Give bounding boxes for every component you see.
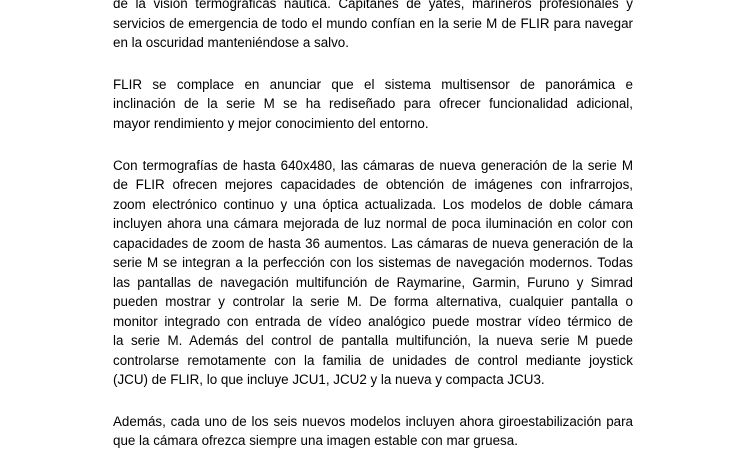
paragraph-intro xyxy=(113,0,633,53)
text-line: serie M se integran a la perfección con los sistemas de navegación modernos. Todas xyxy=(113,255,633,271)
text-line: controlarse remotamente con la familia de unidades de control mediante joystick xyxy=(113,352,633,368)
text-line: monitor integrado con entrada de vídeo analógico puede mostrar vídeo térmico de xyxy=(113,313,633,329)
text-line: Con termografías de hasta 640x480, las cámaras de nueva generación de la serie M xyxy=(113,157,633,173)
text-line: (JCU) de FLIR, lo que incluye JCU1, JCU2 y la nueva y compacta JCU3. xyxy=(113,372,545,388)
text-line: incluyen ahora una cámara mejorada de luz normal de poca iluminación en color con xyxy=(113,216,633,232)
text-line: mayor rendimiento y mejor conocimiento del entorno. xyxy=(113,115,429,131)
paragraph-announcement xyxy=(113,75,633,134)
text-line: pueden mostrar y controlar la serie M. De forma alternativa, cualquier pantalla o xyxy=(113,294,633,310)
text-line: en la oscuridad manteniéndose a salvo. xyxy=(113,35,349,50)
text-line: de la visión termográficas náutica. Capitanes de yates, marineros profesionales y xyxy=(113,0,633,11)
text-line: capacidades de zoom de hasta 36 aumentos. Las cámaras de nueva generación de la xyxy=(113,235,633,251)
text-line: que la cámara ofrezca siempre una imagen estable con mar gruesa. xyxy=(113,433,518,449)
text-line: inclinación de la serie M se ha rediseñado para ofrecer funcionalidad adicional, xyxy=(113,96,633,112)
text-line: la serie M. Además del control de pantalla multifunción, la nueva serie M puede xyxy=(113,333,633,349)
text-line: zoom electrónico continuo y una óptica actualizada. Los modelos de doble cámara xyxy=(113,196,633,212)
paragraph-stabilization xyxy=(113,412,633,451)
text-line: las pantallas de navegación multifunción de Raymarine, Garmin, Furuno y Simrad xyxy=(113,274,633,290)
document-body xyxy=(113,0,633,473)
text-line: Además, cada uno de los seis nuevos modelos incluyen ahora giroestabilización para xyxy=(113,413,633,429)
text-line: servicios de emergencia de todo el mundo confían en la serie M de FLIR para navegar xyxy=(113,15,633,31)
paragraph-features xyxy=(113,156,633,390)
text-line: de FLIR ofrecen mejores capacidades de obtención de imágenes con infrarrojos, xyxy=(113,177,633,193)
text-line: FLIR se complace en anunciar que el sistema multisensor de panorámica e xyxy=(113,76,633,92)
